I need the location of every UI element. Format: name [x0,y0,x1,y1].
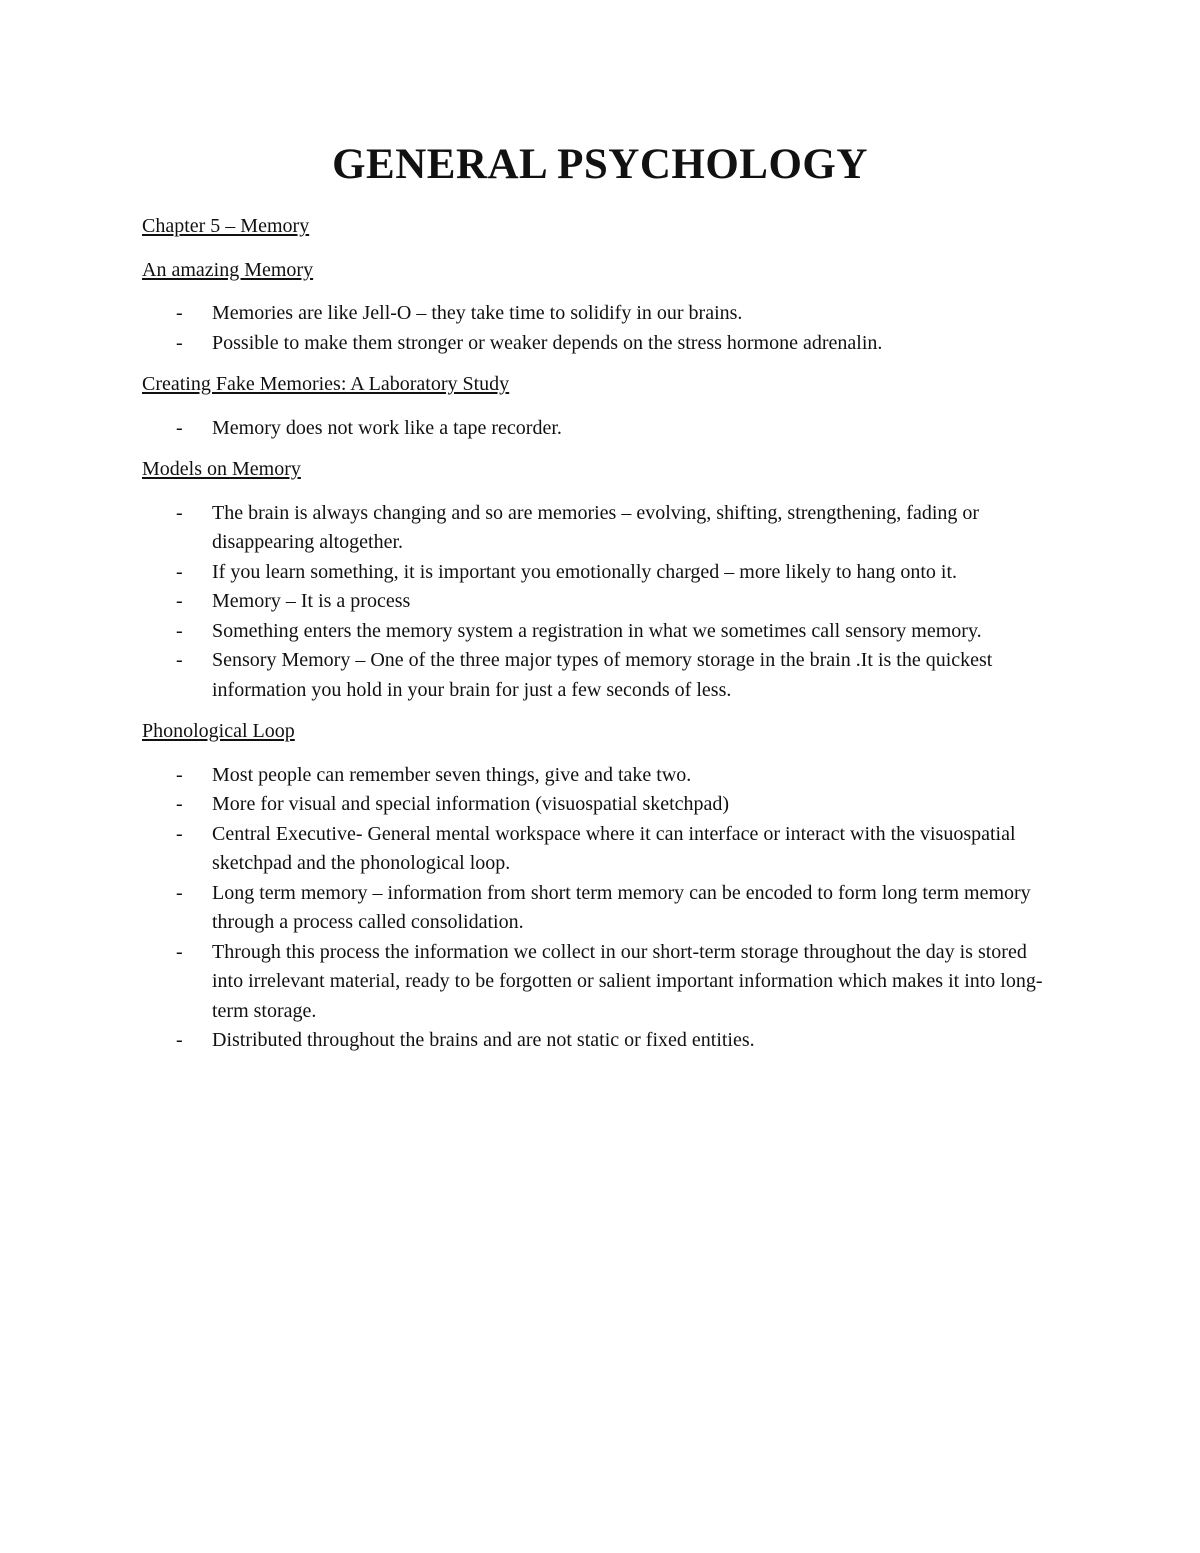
list-item-text: The brain is always changing and so are memories – evolving, shifting, strengthening, fading or disappearing altogether. [212,501,980,553]
bullet-marker: - [176,331,183,354]
section-heading: Phonological Loop [142,720,295,742]
list-item-text: Memory does not work like a tape recorder. [212,416,562,439]
list-item [142,938,1062,1027]
document-body [142,212,1062,1068]
list-item-text: Sensory Memory – One of the three major types of memory storage in the brain .It is the quickest information you hold in your brain for just a few seconds of less. [212,649,993,701]
bullet-marker: - [176,416,183,439]
section-heading: An amazing Memory [142,258,314,281]
bullet-marker: - [176,590,183,612]
list-item-text: Through this process the information we collect in our short-term storage throughout the day is stored into irrelevant material, ready to be forgotten or salient important information which makes it into long-term storage. [212,940,1043,1022]
list-item-text: Memories are like Jell-O – they take time to solidify in our brains. [212,302,743,324]
section-phonological-loop [142,717,1062,1056]
list-item [142,558,1062,588]
list-item [142,1026,1062,1056]
bullet-marker: - [176,302,183,324]
document-title: GENERAL PSYCHOLOGY [332,141,868,188]
bullet-marker: - [176,619,183,642]
bullet-list [142,761,1062,1056]
bullet-marker: - [176,1029,183,1051]
list-item [142,299,1062,329]
list-item-text: Possible to make them stronger or weaker depends on the stress hormone adrenalin. [212,331,883,354]
list-item-text: Memory – It is a process [212,590,411,612]
list-item [142,414,1062,444]
bullet-marker: - [176,649,183,671]
list-item-text: Something enters the memory system a registration in what we sometimes call sensory memory. [212,619,982,642]
list-item-text: Distributed throughout the brains and are not static or fixed entities. [212,1029,755,1051]
bullet-list [142,414,1062,444]
bullet-marker: - [176,560,183,583]
bullet-marker: - [176,763,183,786]
list-item [142,761,1062,791]
list-item [142,617,1062,647]
section-amazing-memory [142,256,1062,359]
list-item-text: More for visual and special information (visuospatial sketchpad) [212,793,730,815]
list-item [142,499,1062,558]
list-item-text: Long term memory – information from short term memory can be encoded to form long term memory through a process called consolidation. [212,881,1031,933]
bullet-list [142,499,1062,706]
bullet-marker: - [176,881,183,904]
list-item-text: Central Executive- General mental workspace where it can interface or interact with the visuospatial sketchpad and the phonological loop. [212,822,1016,874]
list-item-text: Most people can remember seven things, give and take two. [212,763,692,786]
bullet-marker: - [176,940,183,963]
bullet-marker: - [176,501,183,524]
section-models-on-memory [142,455,1062,705]
bullet-marker: - [176,793,183,815]
list-item [142,329,1062,359]
section-fake-memories [142,370,1062,443]
section-heading: Creating Fake Memories: A Laboratory Study [142,373,510,395]
chapter-heading: Chapter 5 – Memory [142,215,310,237]
list-item [142,790,1062,820]
list-item-text: If you learn something, it is important you emotionally charged – more likely to hang onto it. [212,560,958,583]
list-item [142,646,1062,705]
list-item [142,820,1062,879]
list-item [142,587,1062,617]
list-item [142,879,1062,938]
bullet-marker: - [176,822,183,845]
bullet-list [142,299,1062,358]
section-heading: Models on Memory [142,458,301,480]
